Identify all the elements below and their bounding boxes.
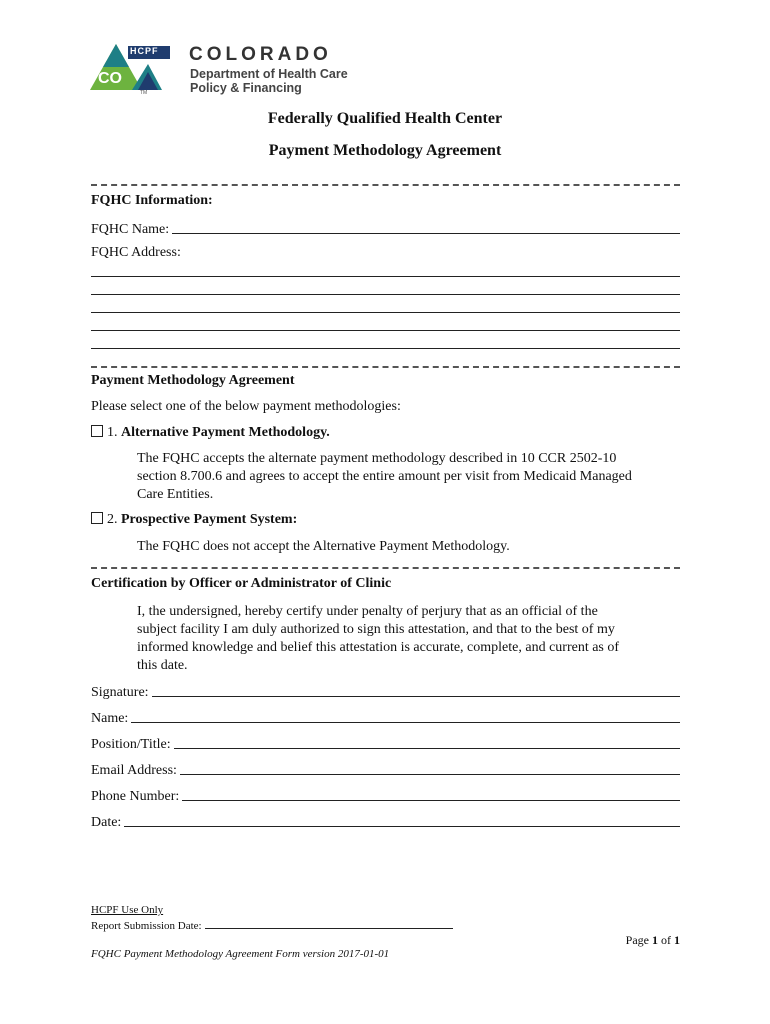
logo-department (190, 67, 348, 95)
email-label: Email Address: (91, 763, 177, 778)
certification-text-line: this date. (137, 658, 188, 673)
section-divider (91, 184, 680, 186)
report-submission-date-label: Report Submission Date: (91, 920, 202, 932)
fqhc-name-label: FQHC Name: (91, 222, 170, 237)
report-submission-date-input-line[interactable] (205, 928, 453, 929)
certification-text-line: subject facility I am duly authorized to sign this attestation, and that to the best of my (137, 622, 615, 637)
fqhc-address-line-5[interactable] (91, 348, 680, 349)
fqhc-address-label: FQHC Address: (91, 245, 181, 260)
fqhc-info-heading: FQHC Information: (91, 193, 213, 208)
section-divider (91, 567, 680, 569)
date-input-line[interactable] (124, 826, 680, 827)
option-1-title: Alternative Payment Methodology. (121, 425, 330, 440)
option-1-desc-line: Care Entities. (137, 487, 214, 502)
option-1-number: 1. (107, 425, 118, 440)
page-total: 1 (674, 933, 680, 947)
fqhc-address-line-2[interactable] (91, 294, 680, 295)
logo-state-name: COLORADO (189, 44, 332, 65)
option-2-number: 2. (107, 512, 118, 527)
phone-label: Phone Number: (91, 789, 180, 804)
report-submission-date-field[interactable] (91, 920, 453, 932)
option-2-checkbox[interactable] (91, 512, 103, 524)
certification-text-line: informed knowledge and belief this attestation is accurate, complete, and current as of (137, 640, 620, 655)
phone-field[interactable] (91, 785, 680, 805)
certification-text-line: I, the undersigned, hereby certify under penalty of perjury that as an official of the (137, 604, 598, 619)
page-word: Page (625, 933, 649, 947)
option-2-title: Prospective Payment System: (121, 512, 298, 527)
hcpf-use-only-label: HCPF Use Only (91, 904, 164, 916)
page-of: of (661, 933, 671, 947)
logo-dept-line2: Policy & Financing (190, 81, 302, 95)
fqhc-address-line-1[interactable] (91, 276, 680, 277)
phone-input-line[interactable] (182, 800, 680, 801)
section-divider (91, 366, 680, 368)
logo-co-text: CO (98, 70, 122, 87)
certification-heading: Certification by Officer or Administrator of Clinic (91, 576, 392, 591)
option-1-desc-line: The FQHC accepts the alternate payment methodology described in 10 CCR 2502-10 (137, 451, 617, 466)
logo-hcpf-text: HCPF (130, 46, 159, 56)
email-field[interactable] (91, 759, 680, 779)
position-title-label: Position/Title: (91, 737, 171, 752)
date-field[interactable] (91, 811, 680, 831)
fqhc-address-line-3[interactable] (91, 312, 680, 313)
page-title: Federally Qualified Health Center (267, 110, 503, 127)
logo-badge-band (103, 44, 129, 67)
option-1-row[interactable] (91, 425, 330, 441)
option-1-checkbox[interactable] (91, 425, 103, 437)
signature-label: Signature: (91, 685, 149, 700)
page-subtitle: Payment Methodology Agreement (268, 142, 502, 159)
fqhc-name-field[interactable] (91, 218, 680, 238)
position-title-input-line[interactable] (174, 748, 680, 749)
option-2-row[interactable] (91, 512, 297, 528)
option-1-description (137, 450, 682, 504)
option-2-description: The FQHC does not accept the Alternative Payment Methodology. (137, 539, 510, 554)
name-label: Name: (91, 711, 129, 726)
signature-field[interactable] (91, 681, 680, 701)
agreement-instruction: Please select one of the below payment methodologies: (91, 399, 401, 414)
logo-dept-line1: Department of Health Care (190, 67, 348, 81)
fqhc-name-input-line[interactable] (172, 233, 680, 234)
page-number (600, 933, 680, 948)
date-label: Date: (91, 815, 122, 830)
email-input-line[interactable] (180, 774, 680, 775)
certification-text (137, 603, 682, 675)
name-field[interactable] (91, 707, 680, 727)
signature-input-line[interactable] (152, 696, 680, 697)
logo-trademark: TM (140, 90, 148, 96)
form-version: FQHC Payment Methodology Agreement Form version 2017-01-01 (91, 948, 390, 960)
agreement-heading: Payment Methodology Agreement (91, 373, 295, 388)
position-title-field[interactable] (91, 733, 680, 753)
option-1-desc-line: section 8.700.6 and agrees to accept the entire amount per visit from Medicaid Managed (137, 469, 632, 484)
name-input-line[interactable] (131, 722, 680, 723)
fqhc-address-line-4[interactable] (91, 330, 680, 331)
page-current: 1 (652, 933, 658, 947)
